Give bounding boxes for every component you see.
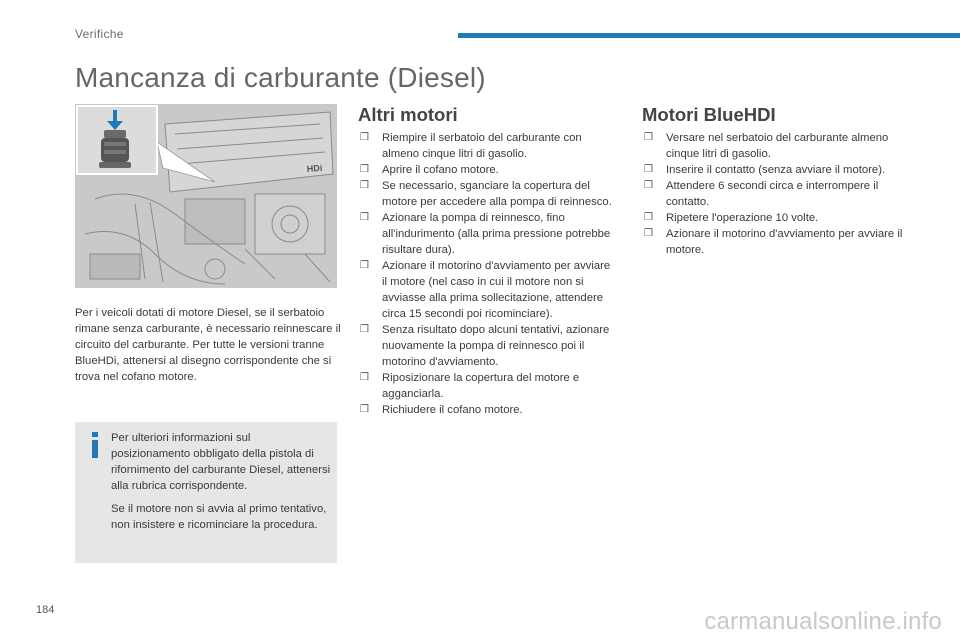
step-text: Azionare il motorino d'avviamento per avviare il motore (nel caso in cui il motore non si avviasse alla prima sollecitazione, attendere circa 15 secondi poi ricominciare).: [382, 260, 611, 320]
checkbox-bullet-icon: ❒: [644, 164, 653, 175]
info-paragraph-1: Per ulteriori informazioni sul posizionamento obbligato della pistola di rifornimento del carburante Diesel, attenersi alla rubrica corrispondente.: [111, 432, 331, 492]
step-text: Senza risultato dopo alcuni tentativi, azionare nuovamente la pompa di reinnesco poi il motorino d'avviamento.: [382, 324, 610, 368]
page-number: 184: [36, 604, 55, 616]
motori-bluehdi-steps: [642, 130, 912, 258]
info-text: [111, 430, 331, 540]
list-item: [642, 162, 912, 178]
checkbox-bullet-icon: ❒: [644, 212, 653, 223]
checkbox-bullet-icon: ❒: [644, 132, 653, 143]
list-item: [358, 258, 618, 322]
header-accent-bar: [458, 33, 960, 38]
list-item: [358, 130, 618, 162]
checkbox-bullet-icon: ❒: [360, 324, 369, 335]
intro-paragraph: Per i veicoli dotati di motore Diesel, se il serbatoio rimane senza carburante, è necessario reinnescare il circuito del carburante. Per tutte le versioni tranne BlueHDi, attenersi al disegno corrispondente che si trova nel cofano motore.: [75, 307, 341, 383]
step-text: Ripetere l'operazione 10 volte.: [666, 212, 819, 224]
engine-cover-label: HDi: [306, 162, 323, 174]
checkbox-bullet-icon: ❒: [360, 372, 369, 383]
motori-bluehdi-heading: Motori BlueHDI: [642, 104, 776, 125]
checkbox-bullet-icon: ❒: [360, 164, 369, 175]
engine-drawing: [75, 104, 337, 288]
checkbox-bullet-icon: ❒: [360, 260, 369, 271]
step-text: Azionare il motorino d'avviamento per avviare il motore.: [666, 228, 903, 256]
info-icon: [89, 432, 101, 458]
engine-illustration: [75, 104, 337, 288]
info-box: [75, 422, 337, 563]
altri-motori-heading: Altri motori: [358, 104, 458, 125]
checkbox-bullet-icon: ❒: [644, 180, 653, 191]
checkbox-bullet-icon: ❒: [360, 180, 369, 191]
step-text: Richiudere il cofano motore.: [382, 404, 523, 416]
list-item: [358, 322, 618, 370]
info-paragraph-2: Se il motore non si avvia al primo tentativo, non insistere e ricominciare la procedura.: [111, 503, 327, 531]
step-text: Riposizionare la copertura del motore e agganciarla.: [382, 372, 580, 400]
altri-motori-steps: [358, 130, 618, 418]
list-item: [642, 130, 912, 162]
step-text: Versare nel serbatoio del carburante almeno cinque litri di gasolio.: [666, 132, 889, 160]
page-title: Mancanza di carburante (Diesel): [75, 62, 486, 93]
checkbox-bullet-icon: ❒: [644, 228, 653, 239]
list-item: [358, 162, 618, 178]
list-item: [358, 178, 618, 210]
section-label: Verifiche: [75, 27, 124, 41]
watermark: carmanualsonline.info: [704, 608, 942, 635]
list-item: [358, 210, 618, 258]
step-text: Aprire il cofano motore.: [382, 164, 499, 176]
checkbox-bullet-icon: ❒: [360, 212, 369, 223]
list-item: [358, 402, 618, 418]
step-text: Attendere 6 secondi circa e interrompere il contatto.: [666, 180, 879, 208]
step-text: Se necessario, sganciare la copertura del motore per accedere alla pompa di reinnesco.: [382, 180, 612, 208]
list-item: [642, 178, 912, 210]
step-text: Riempire il serbatoio del carburante con almeno cinque litri di gasolio.: [382, 132, 582, 160]
list-item: [642, 210, 912, 226]
checkbox-bullet-icon: ❒: [360, 132, 369, 143]
step-text: Inserire il contatto (senza avviare il motore).: [666, 164, 886, 176]
checkbox-bullet-icon: ❒: [360, 404, 369, 415]
step-text: Azionare la pompa di reinnesco, fino all'indurimento (alla prima pressione potrebbe risultare dura).: [382, 212, 611, 256]
list-item: [642, 226, 912, 258]
list-item: [358, 370, 618, 402]
